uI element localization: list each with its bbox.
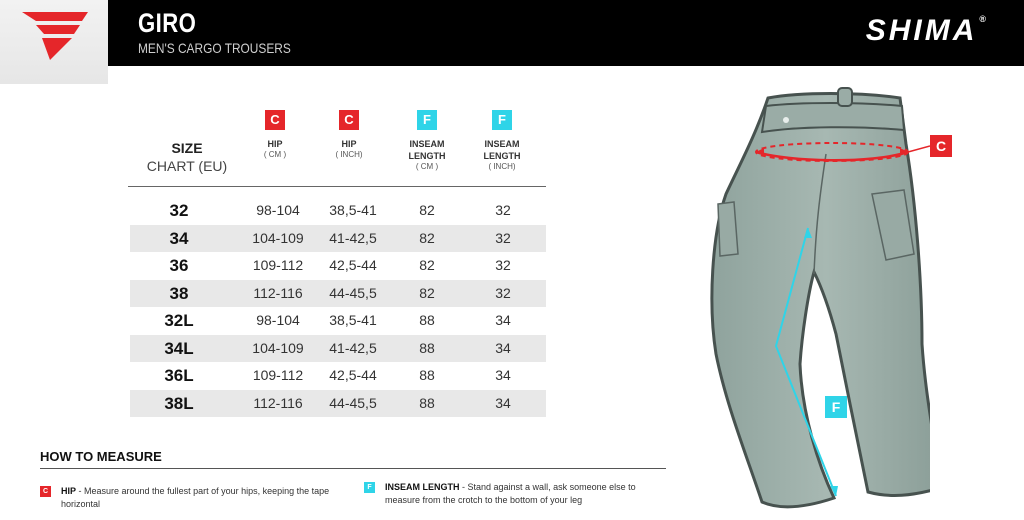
hip-inch-cell: 41-42,5 (329, 229, 377, 246)
shima-logo-icon (22, 12, 88, 60)
badge-c: C (930, 135, 952, 157)
inseam-instruction-text (364, 481, 664, 507)
size-cell: 34 (169, 228, 189, 248)
hip-cm-cell: 104-109 (252, 339, 304, 356)
hip-inch-cell: 41-42,5 (329, 339, 377, 356)
brand-wordmark (866, 14, 986, 48)
inseam-description: - Stand against a wall, ask someone else to measure from the crotch to the bottom of your leg (385, 482, 636, 505)
hip-cm-cell: 109-112 (252, 367, 304, 383)
inseam-cm-cell: 88 (419, 339, 435, 356)
table-row (130, 225, 546, 253)
size-cell: 32 (169, 201, 189, 220)
table-row (130, 280, 546, 308)
size-table-body (130, 197, 546, 417)
size-header-sublabel: CHART (EU) (146, 158, 228, 174)
product-subtitle: MEN'S CARGO TROUSERS (138, 40, 291, 56)
hip-inch-cell: 44-45,5 (329, 394, 377, 411)
hip-inch-cell: 44-45,5 (329, 284, 377, 301)
table-row (130, 252, 546, 280)
registered-mark: ® (979, 14, 986, 24)
inseam-label: INSEAM LENGTH (385, 482, 460, 492)
inseam-inch-cell: 34 (495, 394, 511, 411)
inseam-inch-cell: 32 (495, 229, 511, 246)
inseam-inch-cell: 34 (495, 312, 511, 328)
inseam-cm-cell: 82 (419, 229, 435, 246)
hip-cm-cell: 109-112 (252, 257, 304, 273)
hip-description: - Measure around the fullest part of your hips, keeping the tape horizontal (61, 486, 330, 509)
hip-inch-cell: 42,5-44 (329, 367, 377, 383)
badge-c: C (265, 110, 285, 130)
size-cell: 36 (169, 256, 189, 275)
inseam-inch-cell: 34 (495, 339, 511, 356)
inseam-marker (825, 396, 847, 418)
column-label-line2: LENGTH (408, 151, 446, 161)
table-row (130, 197, 546, 225)
column-label-line2: LENGTH (483, 151, 521, 161)
size-cell: 36L (164, 366, 194, 385)
badge-f: F (825, 396, 847, 418)
badge-f: F (492, 110, 512, 130)
hip-inch-cell: 38,5-41 (329, 202, 377, 218)
hip-cm-cell: 104-109 (252, 229, 304, 246)
inseam-inch-cell: 34 (495, 367, 511, 383)
column-header-inseam-cm (387, 110, 467, 172)
hip-cm-cell: 98-104 (256, 312, 300, 328)
hip-cm-cell: 112-116 (253, 394, 303, 411)
column-label: INSEAM (409, 139, 445, 149)
table-row (130, 362, 546, 390)
size-cell: 34L (164, 338, 194, 358)
badge-f: F (364, 482, 375, 493)
badge-c: C (339, 110, 359, 130)
table-row (130, 307, 546, 335)
size-cell: 38L (164, 393, 194, 413)
hip-label: HIP (61, 486, 77, 496)
inseam-cm-cell: 82 (419, 257, 435, 273)
column-unit: ( INCH) (488, 162, 516, 171)
column-unit: ( INCH) (335, 150, 363, 159)
inseam-cm-cell: 88 (419, 367, 435, 383)
column-header-hip-inch (309, 110, 389, 160)
hip-cm-cell: 98-104 (256, 202, 300, 218)
logo (0, 0, 108, 84)
inseam-instruction (364, 481, 664, 507)
size-cell: 38 (169, 283, 189, 303)
hip-cm-cell: 112-116 (253, 284, 303, 301)
column-label: HIP (341, 139, 357, 149)
hip-inch-cell: 38,5-41 (329, 312, 377, 328)
how-to-measure-divider (40, 468, 666, 469)
badge-f: F (417, 110, 437, 130)
column-label: HIP (267, 139, 283, 149)
inseam-cm-cell: 88 (419, 394, 435, 411)
inseam-cm-cell: 82 (419, 202, 435, 218)
table-header-divider (128, 186, 546, 187)
hip-inch-cell: 42,5-44 (329, 257, 377, 273)
how-to-measure-title: HOW TO MEASURE (40, 449, 162, 464)
size-cell: 32L (164, 311, 194, 330)
inseam-inch-cell: 32 (495, 284, 511, 301)
brand-name: SHIMA (865, 14, 978, 47)
column-header-inseam-inch (462, 110, 542, 172)
product-title: GIRO (138, 8, 197, 38)
inseam-cm-cell: 82 (419, 284, 435, 301)
table-row (130, 335, 546, 363)
hip-marker (930, 135, 952, 157)
inseam-cm-cell: 88 (419, 312, 435, 328)
header-bar (0, 0, 1024, 66)
column-label: INSEAM (484, 139, 520, 149)
column-unit: ( CM ) (263, 150, 287, 159)
inseam-inch-cell: 32 (495, 257, 511, 273)
column-header-hip-cm (235, 110, 315, 160)
cargo-trousers-illustration-icon (690, 84, 930, 520)
column-unit: ( CM ) (415, 162, 439, 171)
inseam-inch-cell: 32 (495, 202, 511, 218)
hip-instruction-text (40, 485, 340, 511)
badge-c: C (40, 486, 51, 497)
size-chart-header (140, 140, 234, 174)
table-row (130, 390, 546, 418)
size-header-label: SIZE (171, 140, 203, 156)
hip-instruction (40, 485, 340, 511)
